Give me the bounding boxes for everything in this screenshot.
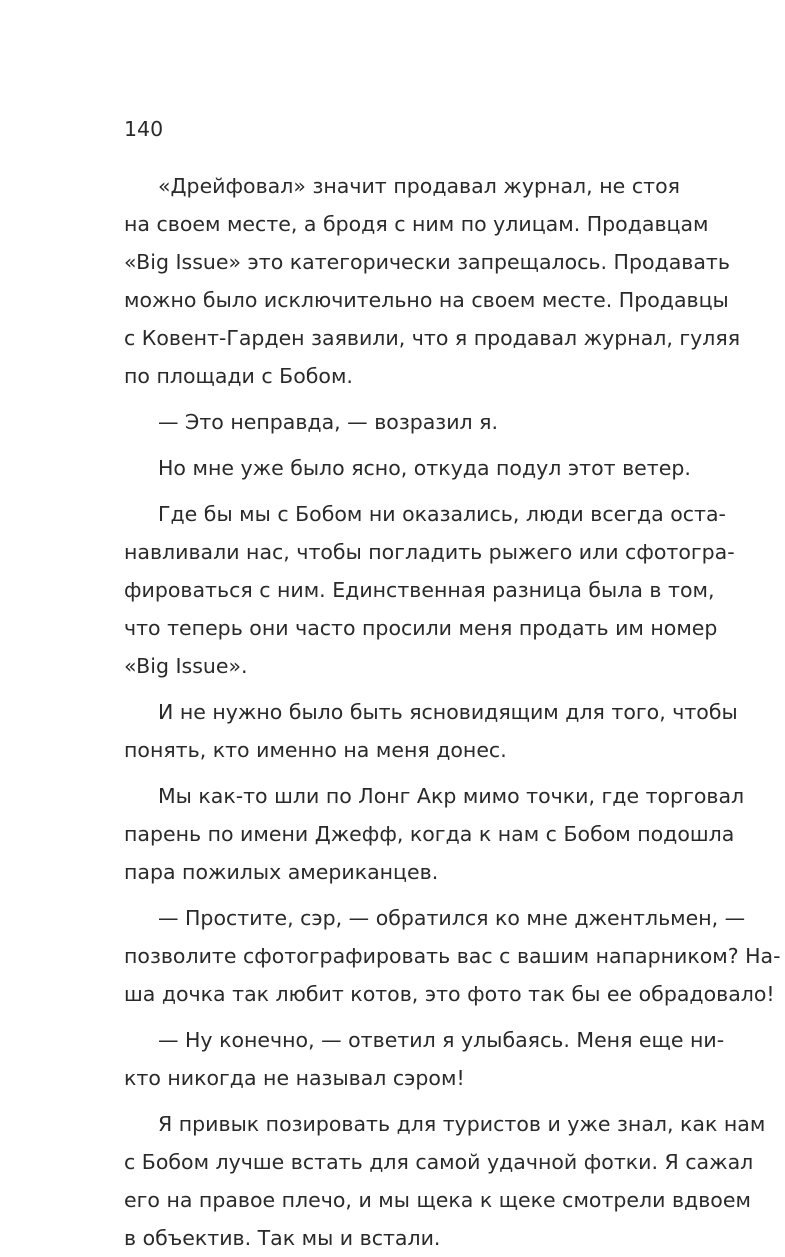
text-line: фироваться с ним. Единственная разница была в том,	[124, 578, 715, 602]
text-line: — Это неправда, — возразил я.	[158, 410, 498, 434]
text-line: пара пожилых американцев.	[124, 860, 439, 884]
text-line: в объектив. Так мы и встали.	[124, 1226, 441, 1250]
text-line: навливали нас, чтобы погладить рыжего или сфотогра-	[124, 540, 735, 564]
body-text	[124, 167, 781, 1257]
text-line: позволите сфотографировать вас с вашим напарником? На-	[124, 944, 781, 968]
text-line: «Big Issue».	[124, 654, 248, 678]
text-line: Мы как-то шли по Лонг Акр мимо точки, где торговал	[158, 784, 745, 808]
text-line: кто никогда не называл сэром!	[124, 1066, 465, 1090]
text-line: Где бы мы с Бобом ни оказались, люди всегда оста-	[158, 502, 726, 526]
text-line: парень по имени Джефф, когда к нам с Бобом подошла	[124, 822, 735, 846]
text-line: «Дрейфовал» значит продавал журнал, не стоя	[158, 174, 680, 198]
text-line: с Бобом лучше встать для самой удачной фотки. Я сажал	[124, 1150, 754, 1174]
text-line: «Big Issue» это категорически запрещалось. Продавать	[124, 250, 730, 274]
text-line: на своем месте, а бродя с ним по улицам. Продавцам	[124, 212, 709, 236]
text-line: И не нужно было быть ясновидящим для того, чтобы	[158, 700, 738, 724]
text-line: что теперь они часто просили меня продать им номер	[124, 616, 718, 640]
text-line: — Простите, сэр, — обратился ко мне джентльмен, —	[158, 906, 746, 930]
text-line: можно было исключительно на своем месте. Продавцы	[124, 288, 729, 312]
text-line: его на правое плечо, и мы щека к щеке смотрели вдвоем	[124, 1188, 751, 1212]
page-number: 140	[124, 117, 164, 141]
text-line: Но мне уже было ясно, откуда подул этот ветер.	[158, 456, 691, 480]
text-line: — Ну конечно, — ответил я улыбаясь. Меня еще ни-	[158, 1028, 725, 1052]
text-line: по площади с Бобом.	[124, 364, 353, 388]
text-line: ша дочка так любит котов, это фото так бы ее обрадовало!	[124, 982, 775, 1006]
text-line: понять, кто именно на меня донес.	[124, 738, 507, 762]
text-line: Я привык позировать для туристов и уже знал, как нам	[158, 1112, 766, 1136]
text-line: с Ковент-Гарден заявили, что я продавал журнал, гуляя	[124, 326, 741, 350]
